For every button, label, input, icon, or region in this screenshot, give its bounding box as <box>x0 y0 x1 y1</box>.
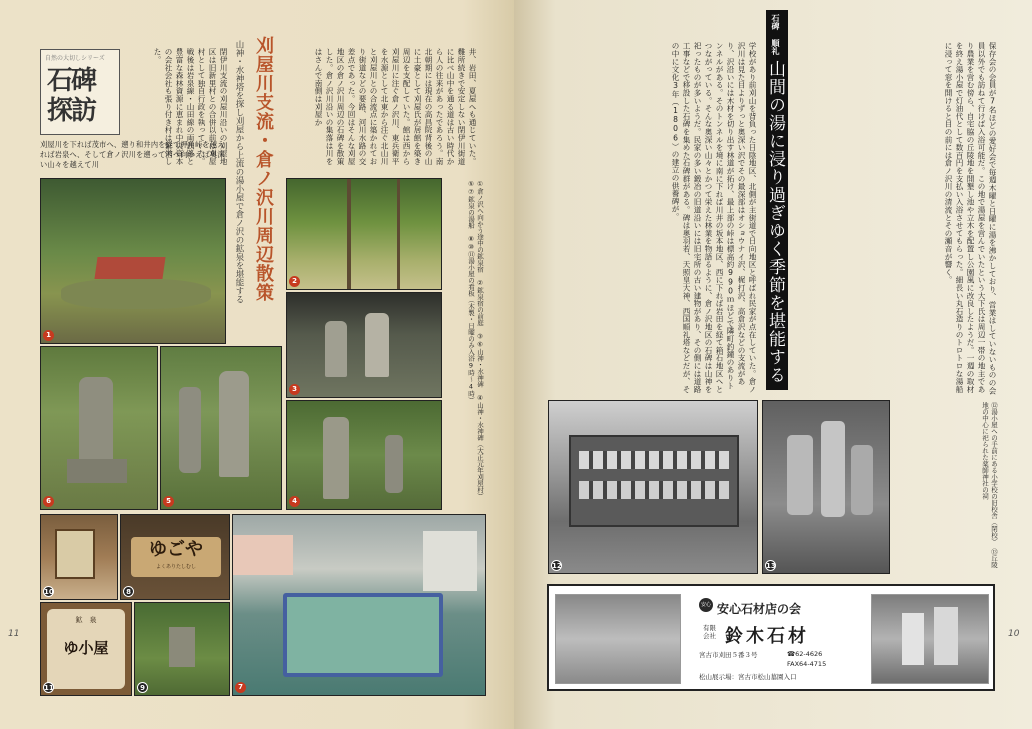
body-text-block-2: 学校があり前刈山を背負った日陰地区、北側が主街道で日向地区と呼ばれ民家が点在していた。倉ノ沢川は見た目よりずっと奥深い沢でその最深部はオショウナイ沢、梶打沢、高倉沢などの支流があり、沢沿いには木材を切り出す林道が拓け、最上部の峠は標高約990ｍほどで隣町釣鐘のありトンネルがある。そのトンネルを境に南に下れば川井の坂本地区、西に下れば岩田を経て箱石地区へとつながっている。そんな奥深い山々とかつて栄えた林業を物語るように、倉ノ沢地区の石碑は山神を祀ったものが多いようだ。民家の多い鍛冶の旧道沿いには旧宅所の古い建物があり、その側には道路工事などで移設した石碑を集めた石碑群がある。碑は奥羽若、天照皇大神、西国順礼塔などだが、その中に文化3年（1806）の建立の供養碑が。 <box>671 42 757 394</box>
intro-text-block-2: 刈屋川を下れば茂市へ、遡り和井内を経て押角峠を越えれば岩泉へ、そして倉ノ沢川を遡って西へ向かえば奥深い山々を越えて川 <box>40 140 225 169</box>
captions-right-page: ⑫湯小屋への手前にある小学校の旧校舎（閉校） ⑬丘陵地の中心に祀られた薬師神社の祠 <box>981 402 998 568</box>
ad-photo-right <box>871 594 989 684</box>
photo-label: 2 <box>289 276 300 287</box>
page-number-right: 10 <box>1008 629 1020 639</box>
series-logo: 石碑探訪 <box>47 66 96 126</box>
ad-logo-icon: 安心 <box>699 598 713 612</box>
ad-fax: FAX64-4715 <box>787 660 827 668</box>
body-text-block-3: 保存会の会員が7名ほどの愛好会で毎週木曜と日曜に湯を沸かしており、営業はしていないものの会員以外でも訪ねて行けば入浴可能だ。この地で湯屋を営んでいたという大下氏は周辺一帯の地主であり農業を営む傍ら、自宅脇の丘陵地を開墾し池や立木を配置し公園風に改良したようだ。一週の取材を終え湯小屋で灯油代として数百円を支払い入浴させてもらった。細長い丸石造りのトロトロな湯船に浸って窓を開けると目の前には倉ノ沢川の清流とその瀬音が響く。 <box>944 42 997 395</box>
page-number-left: 11 <box>8 629 20 639</box>
photo-label: 3 <box>289 384 300 395</box>
ad-title: 安心石材店の会 <box>717 602 802 616</box>
series-logo-box <box>40 49 120 135</box>
photo-5 <box>160 346 282 510</box>
photo-label: 13 <box>766 562 776 570</box>
sign-text: ゆごや <box>149 539 203 560</box>
right-page-title: 山間の湯に浸り過ぎゆく季節を堪能する <box>765 60 785 384</box>
photo-label: 6 <box>43 496 54 507</box>
photo-label: 8 <box>123 586 134 597</box>
ad-address: 宮古市刈田５番３号 <box>699 651 758 659</box>
photo-label: 4 <box>289 496 300 507</box>
photo-label: 11 <box>44 684 54 692</box>
photo-7 <box>232 514 486 696</box>
article-title: 刈屋川支流・倉ノ沢川周辺散策 <box>253 36 274 302</box>
photo-1 <box>40 178 226 344</box>
photo-label: 1 <box>43 330 54 341</box>
body-text-block-1: 井、岩田、夏屋へも通じていた。難所続きで安定しない閉伊川街道に比べ山中を通る道は古い時代から人の往来があったであろう。南北朝期には現在の高昌院背後の山に土豪として刈屋氏が居館を築き周辺を支配していた。館は西から刈屋川に注ぐ倉ノ沢川、東兵衛平を水源として北東から注ぐ北山川と刈屋川との合流点に築かれており街道などの要路、河川水路の交差点であった。今回はそんな刈屋地区の倉ノ沢川周辺の石碑を散策した。倉ノ沢川沿いの集落は川をはさんで南側は刈屋か <box>314 48 477 166</box>
series-label: 自然の大切しシリーズ <box>45 55 105 62</box>
photo-label: 9 <box>137 682 148 693</box>
ad-company-type: 有限会社 <box>703 624 716 640</box>
title-kicker: 石碑 順礼 <box>771 14 780 55</box>
article-subtitle: 山神・水神塔を探し刈屋から上流の湯小屋で倉ノ沢の鉱泉を堪能する <box>234 40 244 304</box>
photo-9 <box>134 602 230 696</box>
photo-13 <box>762 400 890 574</box>
photo-label: 7 <box>235 682 246 693</box>
plaque-top: 鉱 泉 <box>75 616 97 624</box>
ad-showroom: 松山展示場：宮古市松山墓園入口 <box>699 673 797 681</box>
photo-label: 12 <box>552 562 562 570</box>
right-page <box>514 0 1032 729</box>
photo-8 <box>120 514 230 600</box>
ad-phone: ☎62-4626 <box>787 650 823 658</box>
sign-subtext: よくありたしむし <box>155 564 196 570</box>
ad-company-name: 鈴木石材 <box>725 626 809 647</box>
photo-6 <box>40 346 158 510</box>
photo-10 <box>40 514 118 600</box>
photo-2 <box>286 178 442 290</box>
photo-4 <box>286 400 442 510</box>
photo-3 <box>286 292 442 398</box>
advertisement <box>547 584 995 691</box>
captions-left-page: ①倉ノ沢へ向かう途中の鉱泉宿 ②鉱泉宿の前庭 ③⑥山神・水神碑 ④山神・水神碑（大正元年刈屋村） ⑤⑦鉱泉の湯船 ⑧⑩⑪湯小屋の看板（木製・日曜のみ入浴9時～4時） <box>467 180 484 497</box>
photo-label: 5 <box>163 496 174 507</box>
photo-12 <box>548 400 758 574</box>
photo-label: 10 <box>44 588 54 596</box>
plaque-text: ゆ小屋 <box>63 639 109 657</box>
intro-text-block-1: 閉伊川支流の刈屋川沿いの刈屋地区は旧新里村との合併以前は刈屋村として独自行政を執っていた。戦後は岩泉線・山田線の両鉄路と豊富な森林資源に恵まれ中央資本の会社会社も張り付き村は繁栄した。 <box>153 48 228 165</box>
left-page <box>0 0 514 729</box>
photo-11 <box>40 602 132 696</box>
ad-photo-left <box>555 594 681 684</box>
